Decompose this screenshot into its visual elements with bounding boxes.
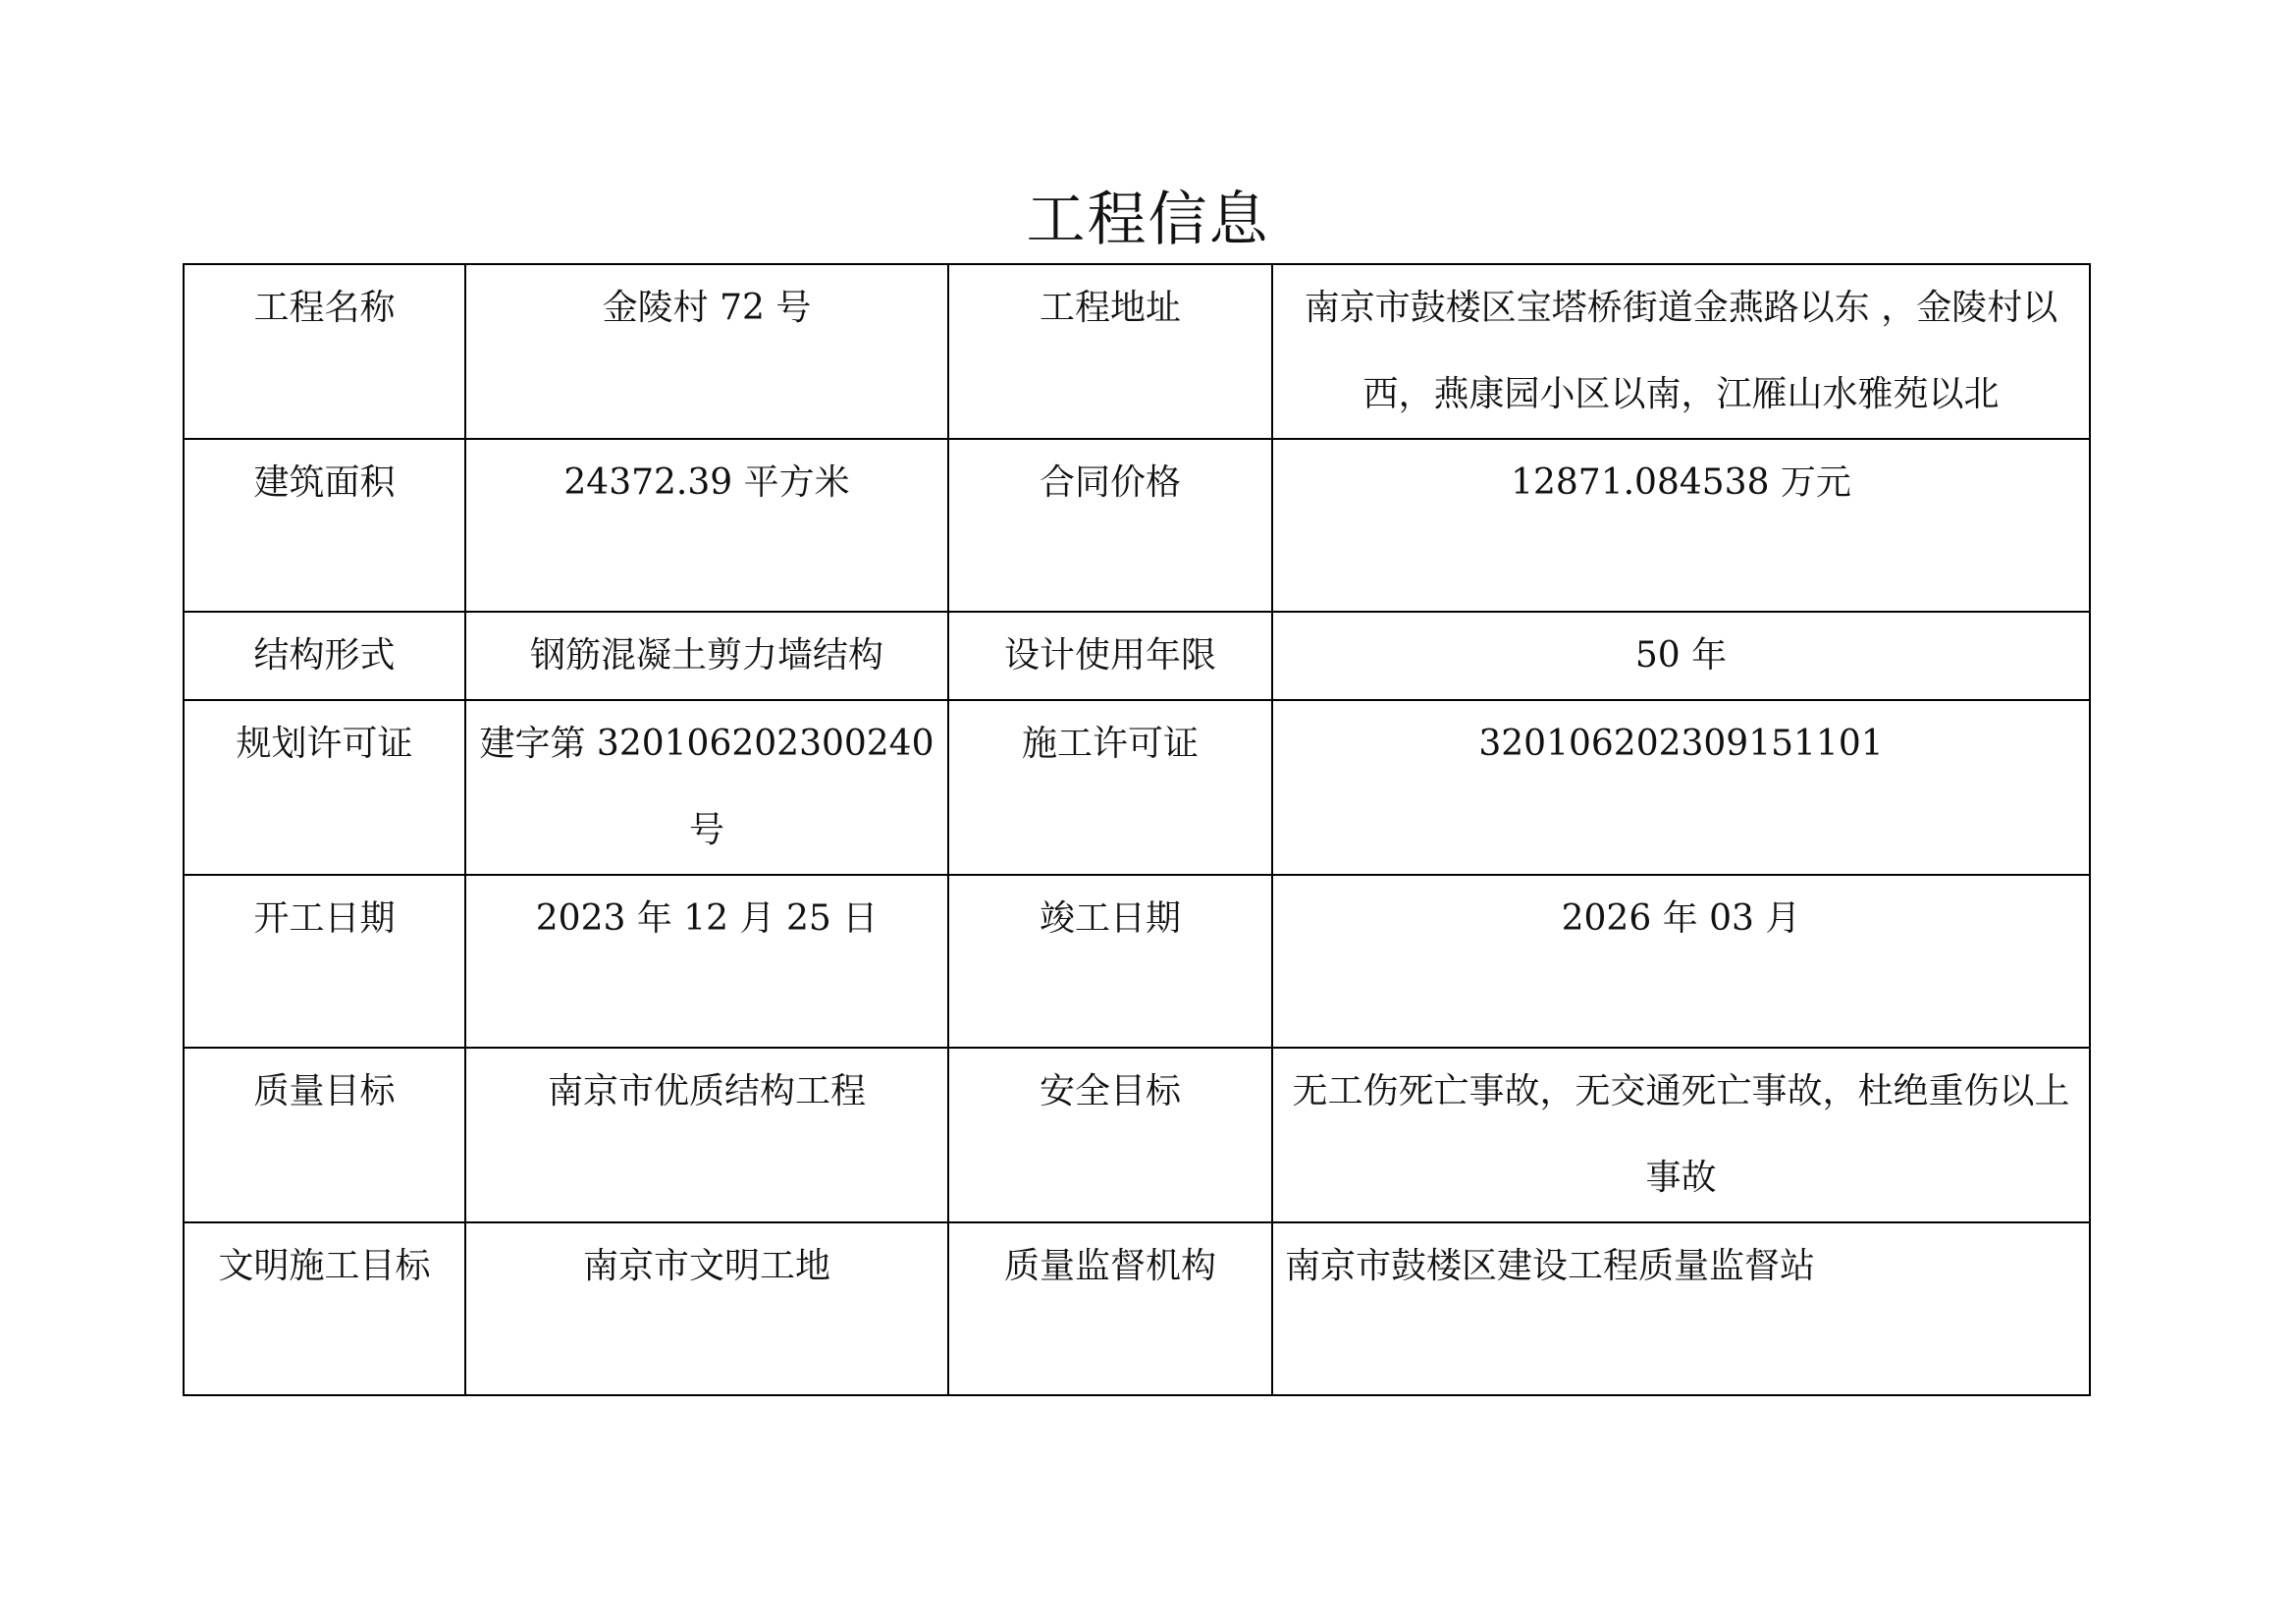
row-label: 规划许可证 <box>184 700 465 875</box>
table-row <box>184 700 2090 875</box>
row-label: 合同价格 <box>948 439 1272 612</box>
row-label: 安全目标 <box>948 1048 1272 1222</box>
row-value: 南京市鼓楼区建设工程质量监督站 <box>1272 1222 2090 1395</box>
row-label: 竣工日期 <box>948 875 1272 1048</box>
row-value: 24372.39 平方米 <box>465 439 948 612</box>
table-row <box>184 1048 2090 1222</box>
row-value: 320106202309151101 <box>1272 700 2090 875</box>
row-value: 建字第 320106202300240 号 <box>465 700 948 875</box>
row-value: 金陵村 72 号 <box>465 264 948 439</box>
row-label: 质量目标 <box>184 1048 465 1222</box>
row-value: 50 年 <box>1272 612 2090 700</box>
row-label: 质量监督机构 <box>948 1222 1272 1395</box>
row-value: 2023 年 12 月 25 日 <box>465 875 948 1048</box>
row-value: 南京市优质结构工程 <box>465 1048 948 1222</box>
row-label: 工程地址 <box>948 264 1272 439</box>
table-row <box>184 439 2090 612</box>
row-label: 文明施工目标 <box>184 1222 465 1395</box>
row-label: 开工日期 <box>184 875 465 1048</box>
row-label: 结构形式 <box>184 612 465 700</box>
row-label: 施工许可证 <box>948 700 1272 875</box>
table-row <box>184 264 2090 439</box>
project-info-table <box>183 263 2091 1396</box>
row-value: 无工伤死亡事故，无交通死亡事故，杜绝重伤以上事故 <box>1272 1048 2090 1222</box>
table-row <box>184 1222 2090 1395</box>
row-value: 南京市鼓楼区宝塔桥街道金燕路以东 ，金陵村以西，燕康园小区以南，江雁山水雅苑以北 <box>1272 264 2090 439</box>
table-row <box>184 612 2090 700</box>
page-title: 工程信息 <box>1026 186 1270 254</box>
row-value: 12871.084538 万元 <box>1272 439 2090 612</box>
row-label: 设计使用年限 <box>948 612 1272 700</box>
row-value: 2026 年 03 月 <box>1272 875 2090 1048</box>
row-label: 工程名称 <box>184 264 465 439</box>
row-label: 建筑面积 <box>184 439 465 612</box>
row-value: 南京市文明工地 <box>465 1222 948 1395</box>
row-value: 钢筋混凝土剪力墙结构 <box>465 612 948 700</box>
table-row <box>184 875 2090 1048</box>
